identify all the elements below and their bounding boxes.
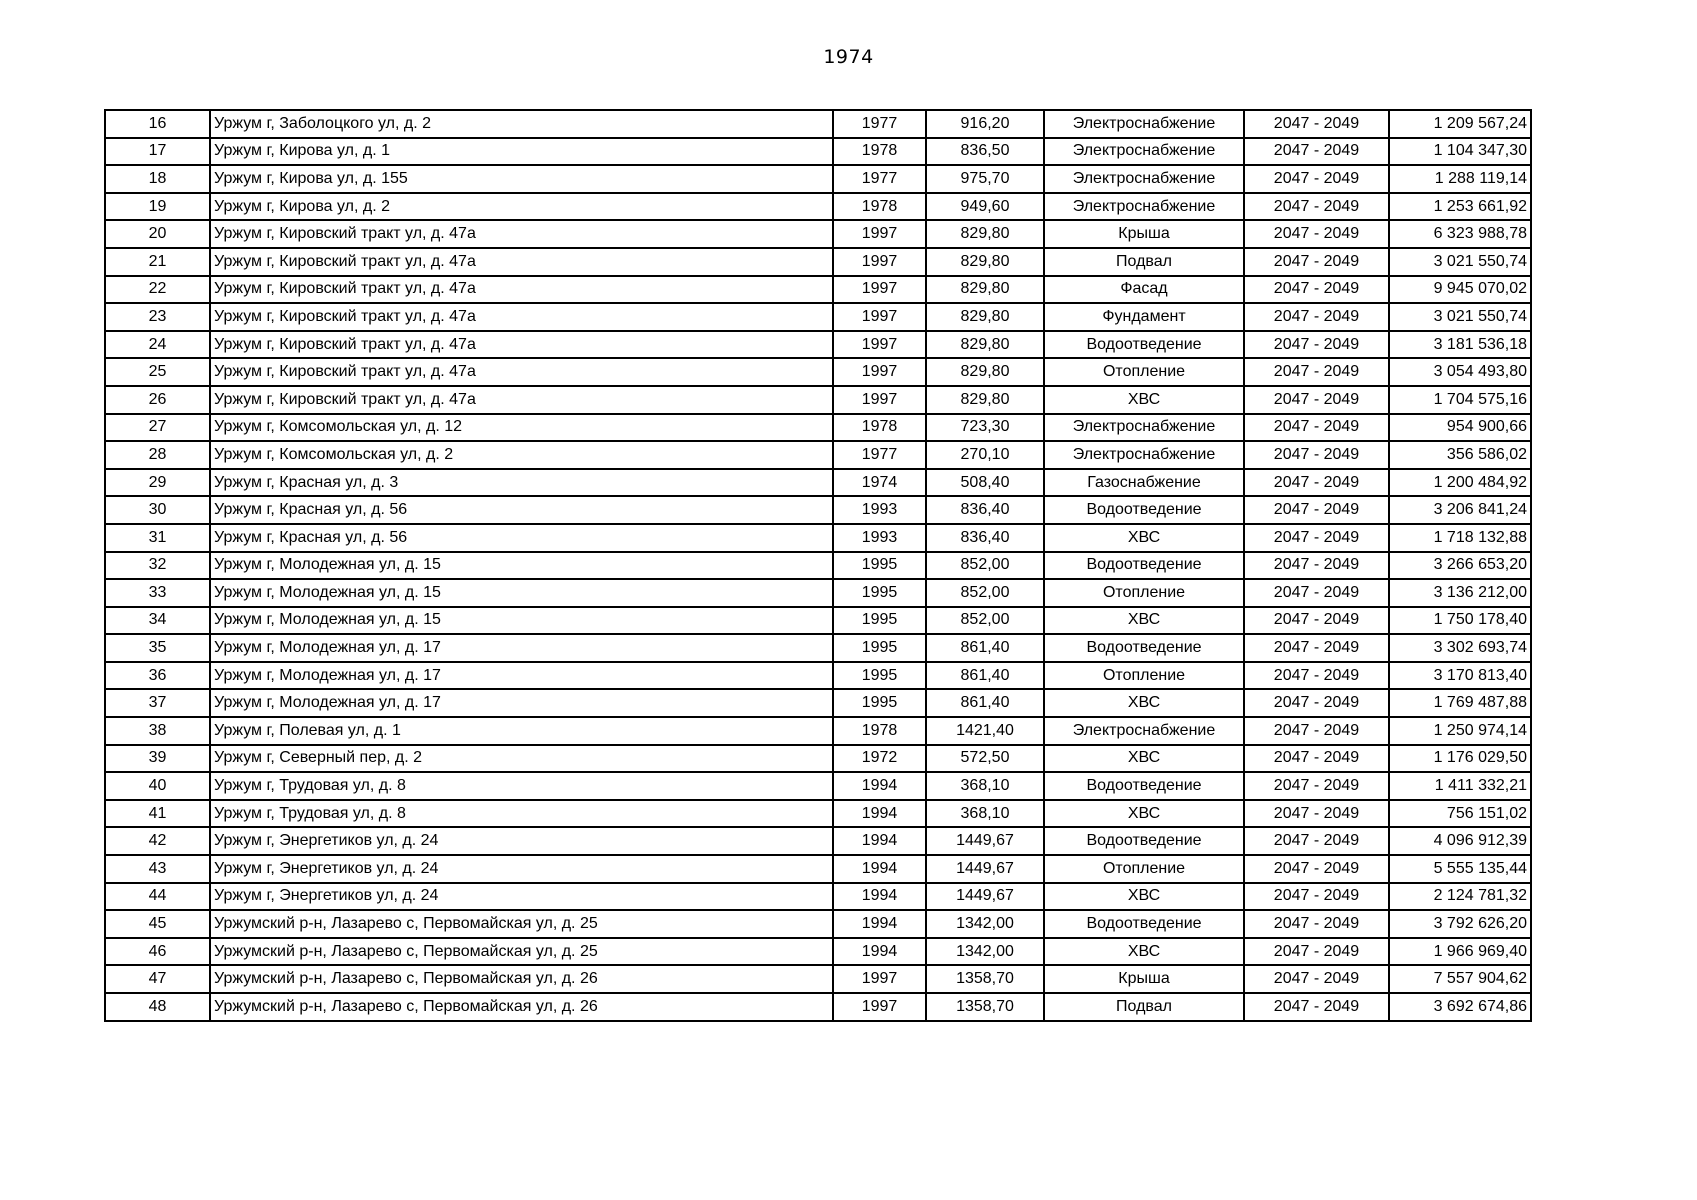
address-cell: Уржум г, Кировский тракт ул, д. 47а (210, 331, 833, 359)
build-year-cell: 1995 (833, 689, 926, 717)
period-cell: 2047 - 2049 (1244, 414, 1389, 442)
area-cell: 861,40 (926, 634, 1044, 662)
work-type-cell: Отопление (1044, 662, 1244, 690)
area-cell: 829,80 (926, 220, 1044, 248)
build-year-cell: 1995 (833, 552, 926, 580)
area-cell: 368,10 (926, 800, 1044, 828)
cost-cell: 9 945 070,02 (1389, 276, 1531, 304)
period-cell: 2047 - 2049 (1244, 524, 1389, 552)
address-cell: Уржум г, Заболоцкого ул, д. 2 (210, 110, 833, 138)
row-number-cell: 36 (105, 662, 210, 690)
build-year-cell: 1997 (833, 276, 926, 304)
period-cell: 2047 - 2049 (1244, 938, 1389, 966)
area-cell: 1358,70 (926, 993, 1044, 1021)
area-cell: 829,80 (926, 303, 1044, 331)
table-row (105, 193, 1531, 221)
address-cell: Уржум г, Молодежная ул, д. 15 (210, 552, 833, 580)
work-type-cell: Отопление (1044, 358, 1244, 386)
build-year-cell: 1997 (833, 358, 926, 386)
cost-cell: 3 792 626,20 (1389, 910, 1531, 938)
address-cell: Уржум г, Молодежная ул, д. 15 (210, 607, 833, 635)
area-cell: 1342,00 (926, 910, 1044, 938)
row-number-cell: 40 (105, 772, 210, 800)
area-cell: 1421,40 (926, 717, 1044, 745)
address-cell: Уржум г, Трудовая ул, д. 8 (210, 772, 833, 800)
build-year-cell: 1993 (833, 524, 926, 552)
cost-cell: 3 181 536,18 (1389, 331, 1531, 359)
period-cell: 2047 - 2049 (1244, 165, 1389, 193)
work-type-cell: Отопление (1044, 579, 1244, 607)
table-row (105, 303, 1531, 331)
address-cell: Уржум г, Северный пер, д. 2 (210, 745, 833, 773)
period-cell: 2047 - 2049 (1244, 634, 1389, 662)
address-cell: Уржум г, Комсомольская ул, д. 12 (210, 414, 833, 442)
row-number-cell: 21 (105, 248, 210, 276)
build-year-cell: 1994 (833, 800, 926, 828)
table-row (105, 800, 1531, 828)
table-row (105, 276, 1531, 304)
cost-cell: 3 021 550,74 (1389, 248, 1531, 276)
address-cell: Уржум г, Энергетиков ул, д. 24 (210, 883, 833, 911)
table-row (105, 579, 1531, 607)
table-row (105, 524, 1531, 552)
build-year-cell: 1995 (833, 579, 926, 607)
area-cell: 949,60 (926, 193, 1044, 221)
period-cell: 2047 - 2049 (1244, 827, 1389, 855)
table-row (105, 110, 1531, 138)
cost-cell: 3 302 693,74 (1389, 634, 1531, 662)
area-cell: 829,80 (926, 276, 1044, 304)
area-cell: 836,40 (926, 496, 1044, 524)
table-row (105, 745, 1531, 773)
address-cell: Уржум г, Молодежная ул, д. 17 (210, 689, 833, 717)
cost-cell: 2 124 781,32 (1389, 883, 1531, 911)
row-number-cell: 45 (105, 910, 210, 938)
cost-cell: 1 704 575,16 (1389, 386, 1531, 414)
table-row (105, 248, 1531, 276)
area-cell: 508,40 (926, 469, 1044, 497)
period-cell: 2047 - 2049 (1244, 800, 1389, 828)
address-cell: Уржумский р-н, Лазарево с, Первомайская ул, д. 26 (210, 993, 833, 1021)
build-year-cell: 1978 (833, 717, 926, 745)
work-type-cell: ХВС (1044, 689, 1244, 717)
row-number-cell: 17 (105, 138, 210, 166)
row-number-cell: 25 (105, 358, 210, 386)
area-cell: 836,50 (926, 138, 1044, 166)
address-cell: Уржум г, Красная ул, д. 56 (210, 524, 833, 552)
row-number-cell: 32 (105, 552, 210, 580)
build-year-cell: 1974 (833, 469, 926, 497)
address-cell: Уржум г, Трудовая ул, д. 8 (210, 800, 833, 828)
table-row (105, 910, 1531, 938)
table-row (105, 993, 1531, 1021)
build-year-cell: 1997 (833, 248, 926, 276)
period-cell: 2047 - 2049 (1244, 662, 1389, 690)
work-type-cell: Электроснабжение (1044, 110, 1244, 138)
work-type-cell: Подвал (1044, 993, 1244, 1021)
area-cell: 1358,70 (926, 965, 1044, 993)
table-row (105, 358, 1531, 386)
work-type-cell: Электроснабжение (1044, 193, 1244, 221)
build-year-cell: 1978 (833, 138, 926, 166)
row-number-cell: 26 (105, 386, 210, 414)
build-year-cell: 1972 (833, 745, 926, 773)
row-number-cell: 28 (105, 441, 210, 469)
period-cell: 2047 - 2049 (1244, 358, 1389, 386)
area-cell: 852,00 (926, 607, 1044, 635)
table-row (105, 165, 1531, 193)
address-cell: Уржумский р-н, Лазарево с, Первомайская ул, д. 25 (210, 938, 833, 966)
work-type-cell: Электроснабжение (1044, 441, 1244, 469)
area-cell: 368,10 (926, 772, 1044, 800)
area-cell: 270,10 (926, 441, 1044, 469)
work-type-cell: Водоотведение (1044, 331, 1244, 359)
work-type-cell: ХВС (1044, 745, 1244, 773)
period-cell: 2047 - 2049 (1244, 469, 1389, 497)
work-type-cell: ХВС (1044, 938, 1244, 966)
work-type-cell: Крыша (1044, 965, 1244, 993)
work-type-cell: ХВС (1044, 386, 1244, 414)
build-year-cell: 1994 (833, 883, 926, 911)
period-cell: 2047 - 2049 (1244, 110, 1389, 138)
build-year-cell: 1978 (833, 193, 926, 221)
row-number-cell: 38 (105, 717, 210, 745)
work-type-cell: Отопление (1044, 855, 1244, 883)
address-cell: Уржум г, Кирова ул, д. 2 (210, 193, 833, 221)
period-cell: 2047 - 2049 (1244, 441, 1389, 469)
table-row (105, 689, 1531, 717)
build-year-cell: 1994 (833, 910, 926, 938)
build-year-cell: 1977 (833, 165, 926, 193)
area-cell: 829,80 (926, 358, 1044, 386)
work-type-cell: Водоотведение (1044, 634, 1244, 662)
cost-cell: 3 206 841,24 (1389, 496, 1531, 524)
address-cell: Уржум г, Полевая ул, д. 1 (210, 717, 833, 745)
period-cell: 2047 - 2049 (1244, 855, 1389, 883)
area-cell: 975,70 (926, 165, 1044, 193)
period-cell: 2047 - 2049 (1244, 496, 1389, 524)
cost-cell: 4 096 912,39 (1389, 827, 1531, 855)
address-cell: Уржум г, Красная ул, д. 3 (210, 469, 833, 497)
address-cell: Уржум г, Молодежная ул, д. 15 (210, 579, 833, 607)
table-row (105, 386, 1531, 414)
build-year-cell: 1997 (833, 331, 926, 359)
build-year-cell: 1997 (833, 993, 926, 1021)
table-row (105, 883, 1531, 911)
build-year-cell: 1977 (833, 441, 926, 469)
work-type-cell: Водоотведение (1044, 772, 1244, 800)
row-number-cell: 44 (105, 883, 210, 911)
period-cell: 2047 - 2049 (1244, 579, 1389, 607)
table-row (105, 717, 1531, 745)
address-cell: Уржум г, Кировский тракт ул, д. 47а (210, 303, 833, 331)
period-cell: 2047 - 2049 (1244, 331, 1389, 359)
work-type-cell: Водоотведение (1044, 552, 1244, 580)
row-number-cell: 30 (105, 496, 210, 524)
table-row (105, 662, 1531, 690)
work-type-cell: Фундамент (1044, 303, 1244, 331)
work-type-cell: Электроснабжение (1044, 165, 1244, 193)
table-row (105, 938, 1531, 966)
row-number-cell: 22 (105, 276, 210, 304)
row-number-cell: 35 (105, 634, 210, 662)
area-cell: 1449,67 (926, 883, 1044, 911)
work-type-cell: ХВС (1044, 883, 1244, 911)
work-type-cell: Электроснабжение (1044, 717, 1244, 745)
build-year-cell: 1994 (833, 855, 926, 883)
cost-cell: 1 253 661,92 (1389, 193, 1531, 221)
period-cell: 2047 - 2049 (1244, 303, 1389, 331)
cost-cell: 1 769 487,88 (1389, 689, 1531, 717)
address-cell: Уржумский р-н, Лазарево с, Первомайская ул, д. 26 (210, 965, 833, 993)
cost-cell: 3 054 493,80 (1389, 358, 1531, 386)
table-row (105, 220, 1531, 248)
table-row (105, 552, 1531, 580)
table-row (105, 496, 1531, 524)
build-year-cell: 1997 (833, 386, 926, 414)
address-cell: Уржум г, Энергетиков ул, д. 24 (210, 827, 833, 855)
page-number: 1974 (823, 46, 874, 68)
work-type-cell: Крыша (1044, 220, 1244, 248)
cost-cell: 954 900,66 (1389, 414, 1531, 442)
period-cell: 2047 - 2049 (1244, 193, 1389, 221)
area-cell: 829,80 (926, 248, 1044, 276)
address-cell: Уржум г, Кировский тракт ул, д. 47а (210, 276, 833, 304)
table-row (105, 469, 1531, 497)
period-cell: 2047 - 2049 (1244, 993, 1389, 1021)
row-number-cell: 27 (105, 414, 210, 442)
area-cell: 861,40 (926, 662, 1044, 690)
table-body (105, 110, 1531, 1021)
period-cell: 2047 - 2049 (1244, 772, 1389, 800)
table-row (105, 855, 1531, 883)
cost-cell: 3 170 813,40 (1389, 662, 1531, 690)
row-number-cell: 33 (105, 579, 210, 607)
work-type-cell: Подвал (1044, 248, 1244, 276)
period-cell: 2047 - 2049 (1244, 220, 1389, 248)
address-cell: Уржум г, Комсомольская ул, д. 2 (210, 441, 833, 469)
build-year-cell: 1995 (833, 607, 926, 635)
row-number-cell: 23 (105, 303, 210, 331)
row-number-cell: 42 (105, 827, 210, 855)
area-cell: 852,00 (926, 579, 1044, 607)
build-year-cell: 1997 (833, 303, 926, 331)
row-number-cell: 24 (105, 331, 210, 359)
row-number-cell: 16 (105, 110, 210, 138)
cost-cell: 1 411 332,21 (1389, 772, 1531, 800)
row-number-cell: 43 (105, 855, 210, 883)
address-cell: Уржум г, Кирова ул, д. 155 (210, 165, 833, 193)
period-cell: 2047 - 2049 (1244, 910, 1389, 938)
table-row (105, 827, 1531, 855)
work-type-cell: ХВС (1044, 524, 1244, 552)
table-row (105, 772, 1531, 800)
area-cell: 1449,67 (926, 827, 1044, 855)
address-cell: Уржум г, Кировский тракт ул, д. 47а (210, 220, 833, 248)
cost-cell: 3 266 653,20 (1389, 552, 1531, 580)
row-number-cell: 47 (105, 965, 210, 993)
table-row (105, 634, 1531, 662)
address-cell: Уржум г, Кировский тракт ул, д. 47а (210, 358, 833, 386)
row-number-cell: 41 (105, 800, 210, 828)
row-number-cell: 31 (105, 524, 210, 552)
work-type-cell: ХВС (1044, 800, 1244, 828)
row-number-cell: 39 (105, 745, 210, 773)
cost-cell: 6 323 988,78 (1389, 220, 1531, 248)
table-row (105, 331, 1531, 359)
work-type-cell: Водоотведение (1044, 827, 1244, 855)
build-year-cell: 1993 (833, 496, 926, 524)
table-row (105, 441, 1531, 469)
area-cell: 861,40 (926, 689, 1044, 717)
table-row (105, 414, 1531, 442)
row-number-cell: 29 (105, 469, 210, 497)
row-number-cell: 37 (105, 689, 210, 717)
period-cell: 2047 - 2049 (1244, 276, 1389, 304)
cost-cell: 1 209 567,24 (1389, 110, 1531, 138)
cost-cell: 1 288 119,14 (1389, 165, 1531, 193)
build-year-cell: 1997 (833, 965, 926, 993)
period-cell: 2047 - 2049 (1244, 965, 1389, 993)
table-row (105, 965, 1531, 993)
work-type-cell: Электроснабжение (1044, 414, 1244, 442)
address-cell: Уржум г, Энергетиков ул, д. 24 (210, 855, 833, 883)
build-year-cell: 1995 (833, 662, 926, 690)
period-cell: 2047 - 2049 (1244, 717, 1389, 745)
address-cell: Уржумский р-н, Лазарево с, Первомайская ул, д. 25 (210, 910, 833, 938)
work-type-cell: Электроснабжение (1044, 138, 1244, 166)
area-cell: 1449,67 (926, 855, 1044, 883)
repair-schedule-table (104, 109, 1532, 1022)
cost-cell: 1 176 029,50 (1389, 745, 1531, 773)
cost-cell: 1 966 969,40 (1389, 938, 1531, 966)
area-cell: 836,40 (926, 524, 1044, 552)
area-cell: 1342,00 (926, 938, 1044, 966)
cost-cell: 356 586,02 (1389, 441, 1531, 469)
period-cell: 2047 - 2049 (1244, 745, 1389, 773)
period-cell: 2047 - 2049 (1244, 386, 1389, 414)
cost-cell: 5 555 135,44 (1389, 855, 1531, 883)
period-cell: 2047 - 2049 (1244, 138, 1389, 166)
table-row (105, 138, 1531, 166)
work-type-cell: Водоотведение (1044, 496, 1244, 524)
build-year-cell: 1977 (833, 110, 926, 138)
row-number-cell: 48 (105, 993, 210, 1021)
cost-cell: 1 250 974,14 (1389, 717, 1531, 745)
period-cell: 2047 - 2049 (1244, 248, 1389, 276)
area-cell: 916,20 (926, 110, 1044, 138)
build-year-cell: 1997 (833, 220, 926, 248)
cost-cell: 3 136 212,00 (1389, 579, 1531, 607)
address-cell: Уржум г, Молодежная ул, д. 17 (210, 634, 833, 662)
area-cell: 852,00 (926, 552, 1044, 580)
address-cell: Уржум г, Красная ул, д. 56 (210, 496, 833, 524)
cost-cell: 1 718 132,88 (1389, 524, 1531, 552)
row-number-cell: 20 (105, 220, 210, 248)
cost-cell: 756 151,02 (1389, 800, 1531, 828)
row-number-cell: 34 (105, 607, 210, 635)
work-type-cell: Фасад (1044, 276, 1244, 304)
cost-cell: 1 200 484,92 (1389, 469, 1531, 497)
build-year-cell: 1995 (833, 634, 926, 662)
cost-cell: 1 104 347,30 (1389, 138, 1531, 166)
period-cell: 2047 - 2049 (1244, 689, 1389, 717)
work-type-cell: Водоотведение (1044, 910, 1244, 938)
area-cell: 829,80 (926, 331, 1044, 359)
cost-cell: 1 750 178,40 (1389, 607, 1531, 635)
work-type-cell: ХВС (1044, 607, 1244, 635)
cost-cell: 3 692 674,86 (1389, 993, 1531, 1021)
row-number-cell: 46 (105, 938, 210, 966)
address-cell: Уржум г, Кировский тракт ул, д. 47а (210, 248, 833, 276)
build-year-cell: 1994 (833, 827, 926, 855)
cost-cell: 3 021 550,74 (1389, 303, 1531, 331)
cost-cell: 7 557 904,62 (1389, 965, 1531, 993)
table-row (105, 607, 1531, 635)
area-cell: 723,30 (926, 414, 1044, 442)
work-type-cell: Газоснабжение (1044, 469, 1244, 497)
address-cell: Уржум г, Кировский тракт ул, д. 47а (210, 386, 833, 414)
area-cell: 572,50 (926, 745, 1044, 773)
row-number-cell: 19 (105, 193, 210, 221)
address-cell: Уржум г, Кирова ул, д. 1 (210, 138, 833, 166)
build-year-cell: 1994 (833, 938, 926, 966)
row-number-cell: 18 (105, 165, 210, 193)
address-cell: Уржум г, Молодежная ул, д. 17 (210, 662, 833, 690)
area-cell: 829,80 (926, 386, 1044, 414)
build-year-cell: 1994 (833, 772, 926, 800)
period-cell: 2047 - 2049 (1244, 552, 1389, 580)
build-year-cell: 1978 (833, 414, 926, 442)
period-cell: 2047 - 2049 (1244, 883, 1389, 911)
period-cell: 2047 - 2049 (1244, 607, 1389, 635)
